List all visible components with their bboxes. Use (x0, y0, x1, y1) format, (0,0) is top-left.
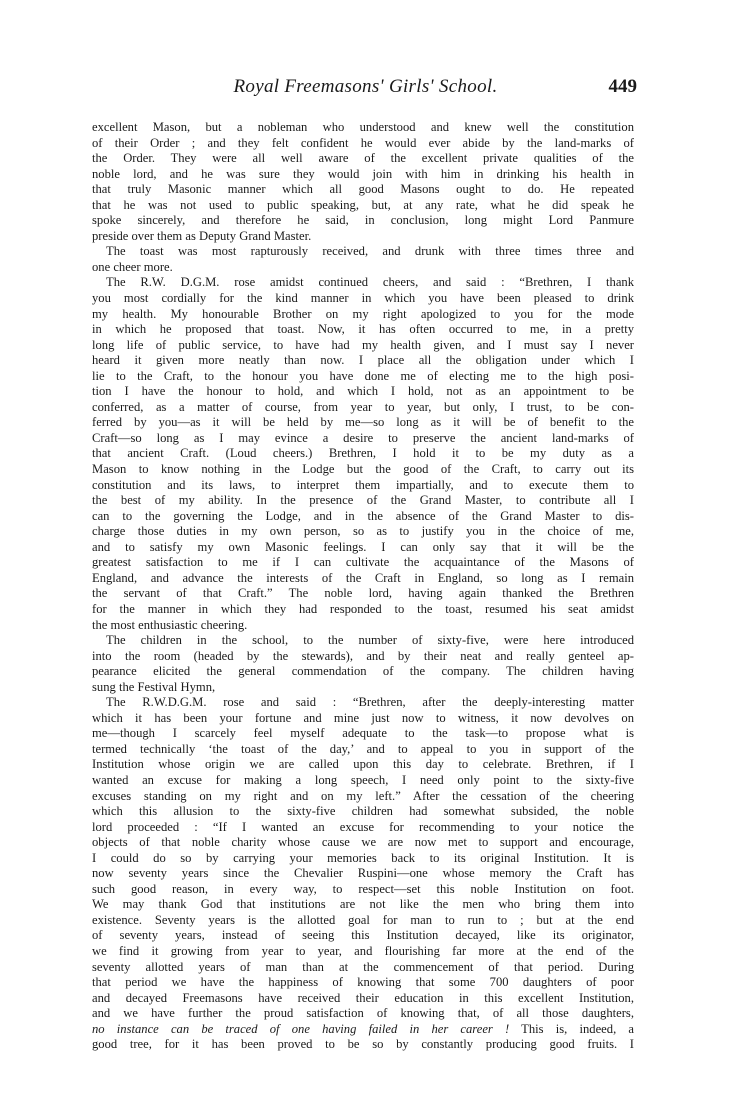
text-line: now seventy years since the Chevalier Ruspini—one whose memory the Craft has (92, 866, 634, 881)
text-line: lord proceeded : “If I wanted an excuse for recommending to your notice the (92, 819, 634, 834)
text-line: wanted an excuse for making a long speech, I need only point to the sixty-five (92, 772, 634, 787)
page-number: 449 (608, 76, 637, 97)
text-line: We may thank God that institutions are not like the men who bring them into (92, 897, 634, 912)
text-line: for the manner in which they had responded to the toast, resumed his seat amidst (92, 601, 634, 616)
text-fragment: This is, indeed, a (509, 1021, 634, 1036)
text-line: that ancient Craft. (Loud cheers.) Brethren, I hold it to be my duty as a (92, 446, 634, 461)
text-line: that period we have the happiness of knowing that some 700 daughters of poor (92, 975, 634, 990)
text-line: that he was not used to public speaking, but, at any rate, what he did speak he (92, 197, 634, 212)
text-line: into the room (headed by the stewards), and by their neat and really genteel ap- (92, 648, 634, 663)
text-line: noble lord, and he was sure they would join with him in drinking his health in (92, 166, 634, 181)
text-line: The toast was most rapturously received, and drunk with three times three and (106, 244, 634, 259)
text-line: the Order. They were all well aware of the excellent private qualities of the (92, 151, 634, 166)
text-line: Mason to know nothing in the Lodge but the good of the Craft, to carry out its (92, 462, 634, 477)
text-line: conferred, as a matter of course, from year to year, but only, I trust, to be con- (92, 399, 634, 414)
text-line: preside over them as Deputy Grand Master. (92, 228, 312, 243)
text-line: me—though I scarcely feel myself adequate to the task—to propose what is (92, 726, 634, 741)
text-line: The children in the school, to the number of sixty-five, were here introduced (106, 633, 634, 648)
text-line: you most cordially for the kind manner in which you have been pleased to drink (92, 291, 634, 306)
text-line: excuses standing on my right and on my left.” After the cessation of the cheering (92, 788, 634, 803)
text-line: and to satisfy my own Masonic feelings. I can only say that it will be the (92, 539, 634, 554)
text-line: Institution whose origin we are called upon this day to celebrate. Brethren, if I (92, 757, 634, 772)
text-line: constitution and its laws, to interpret them impartially, and to execute them to (92, 477, 634, 492)
text-line: one cheer more. (92, 259, 173, 274)
text-line: I could do so by carrying your memories back to its original Institution. It is (92, 850, 634, 865)
text-line: spoke sincerely, and therefore he said, in conclusion, long might Lord Panmure (92, 213, 634, 228)
text-line: of seventy years, instead of seeing this Institution decayed, like its originator, (92, 928, 634, 943)
text-line: termed technically ‘the toast of the day,’ and to appeal to you in support of the (92, 741, 634, 756)
text-line: and decayed Freemasons have received their education in this excellent Institution, (92, 990, 634, 1005)
text-line: charge those duties in my own person, so as to justify you in the choice of me, (92, 524, 634, 539)
text-line: The R.W. D.G.M. rose amidst continued cheers, and said : “Brethren, I thank (106, 275, 634, 290)
text-line: seventy allotted years of man than at the commencement of that period. During (92, 959, 634, 974)
text-line: The R.W.D.G.M. rose and said : “Brethren, after the deeply-interesting matter (106, 695, 634, 710)
text-line: pearance elicited the general commendation of the company. The children having (92, 664, 634, 679)
page-header (0, 76, 731, 102)
text-line: which this allusion to the sixty-five children had somewhat subsided, the noble (92, 804, 634, 819)
text-line: of their Order ; and they felt confident he would ever abide by the land-marks of (92, 135, 634, 150)
text-line: long life of public service, to have had my health given, and I must say I never (92, 337, 634, 352)
text-line: the servant of that Craft.” The noble lord, having again thanked the Brethren (92, 586, 634, 601)
text-line: England, and advance the interests of the Craft in England, so long as I remain (92, 570, 634, 585)
body-text (92, 120, 634, 1053)
italic-phrase: no instance can be traced of one having failed in her career ! (92, 1021, 510, 1036)
text-line: objects of that noble charity whose cause we are now met to support and encourage, (92, 835, 634, 850)
text-line: sung the Festival Hymn, (92, 679, 216, 694)
text-line: the best of my ability. In the presence of the Grand Master, to contribute all I (92, 493, 634, 508)
text-line: lie to the Craft, to the honour you have done me of electing me to the high posi- (92, 368, 634, 383)
text-line: existence. Seventy years is the allotted goal for man to run to ; but at the end (92, 912, 634, 927)
text-line: we find it growing from year to year, and flourishing far more at the end of the (92, 943, 634, 958)
text-line: the most enthusiastic cheering. (92, 617, 248, 632)
text-line: my health. My honourable Brother on my right apologized to you for the mode (92, 306, 634, 321)
text-line: excellent Mason, but a nobleman who understood and knew well the constitution (92, 120, 634, 134)
text-line: Craft—so long as I may evince a desire to preserve the ancient land-marks of (92, 430, 634, 445)
text-line: good tree, for it has been proved to be so by constantly producing good fruits. I (92, 1037, 634, 1052)
text-line: that truly Masonic manner which all good Masons ought to do. He repeated (92, 182, 634, 197)
text-line: and we have further the proud satisfaction of knowing that, of all those daughters, (92, 1006, 634, 1021)
running-title: Royal Freemasons' Girls' School. (233, 76, 498, 97)
text-line: greatest satisfaction to me if I can cultivate the acquaintance of the Masons of (92, 555, 634, 570)
text-line: ferred by you—as it will be held by me—so long as it will be of benefit to the (92, 415, 634, 430)
text-line: which it has been your fortune and mine just now to witness, it now devolves on (92, 710, 634, 725)
text-line: tion I have the honour to hold, and which I hold, not as an appointment to be (92, 384, 634, 399)
text-line: can to the governing the Lodge, and in the absence of the Grand Master to dis- (92, 508, 634, 523)
text-line: such good reason, in every way, to respect—set this noble Institution on foot. (92, 881, 634, 896)
text-line: in which he proposed that toast. Now, it has often occurred to me, in a pretty (92, 322, 634, 337)
text-line (92, 1022, 634, 1038)
text-line: heard it given more neatly than now. I place all the obligation under which I (92, 353, 634, 368)
